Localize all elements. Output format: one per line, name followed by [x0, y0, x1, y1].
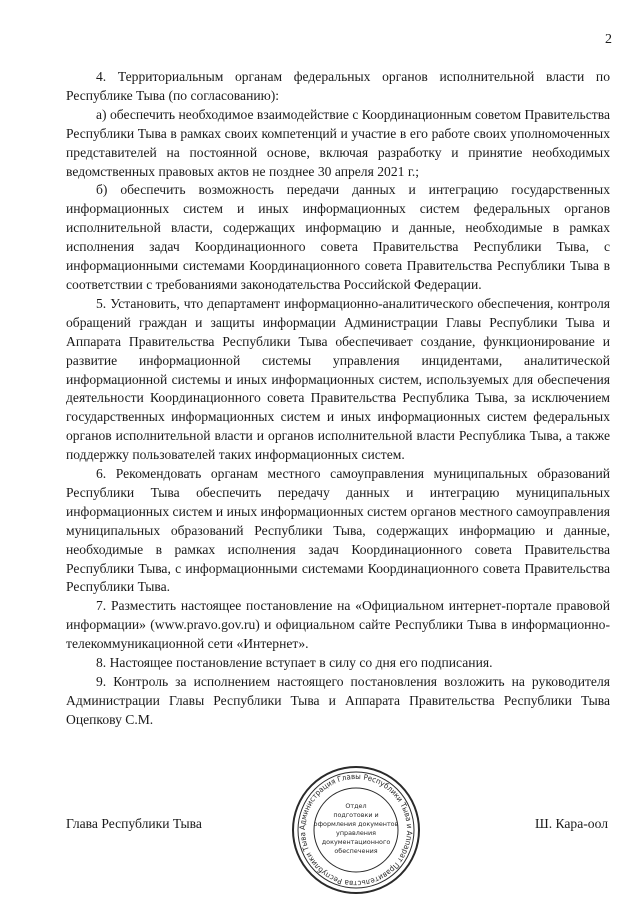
seal-center-line: Отдел [345, 802, 367, 810]
seal-graphic [290, 764, 422, 896]
seal-center-line: документационного [321, 838, 391, 846]
official-seal [290, 764, 422, 896]
document-body [66, 68, 610, 730]
paragraph-4a: а) обеспечить необходимое взаимодействие с Координационным советом Правительства Республики Тыва в рамках своих компетенций и участие в его работе своих уполномоченных представителей на постоянной основе, включая разработку и принятие необходимых ведомственных правовых актов не позднее 30 апреля 2021 г.; [66, 106, 610, 179]
paragraph-4: 4. Территориальным органам федеральных органов исполнительной власти по Республике Тыва (по согласованию): [66, 69, 610, 103]
paragraph-6: 6. Рекомендовать органам местного самоуправления муниципальных образований Республики Тыва обеспечить передачу данных и интеграцию муниципальных информационных систем и иных информационных систем органов местного самоуправления муниципальных образований Республики Тыва, содержащих информацию и данные, необходимые в рамках исполнения задач Координационного совета Правительства Республики Тыва, с информационными системами Координационного совета Правительства Республики Тыва. [66, 466, 610, 595]
paragraph-7: 7. Разместить настоящее постановление на «Официальном интернет-портале правовой информации» (www.pravo.gov.ru) и официальном сайте Республики Тыва в информационно-телекоммуникационной сети «Интернет». [66, 598, 610, 652]
seal-center-line: подготовки и [333, 811, 379, 819]
signatory-name: Ш. Кара-оол [535, 816, 608, 831]
seal-center-line: обеспечения [334, 847, 378, 855]
signatory-position: Глава Республики Тыва [66, 816, 202, 831]
seal-ring-text: Администрация Главы Республики Тыва и Аппарат Правительства Республики Тыва [297, 771, 415, 889]
paragraph-8: 8. Настоящее постановление вступает в силу со дня его подписания. [96, 655, 493, 671]
seal-center-line: управления [336, 829, 376, 837]
page-number: 2 [605, 32, 612, 47]
paragraph-5: 5. Установить, что департамент информационно-аналитического обеспечения, контроля обращений граждан и защиты информации Администрации Главы Республики Тыва и Аппарата Правительства Республики Тыва обеспечивает создание, функционирование и развитие информационной системы управления инцидентами, аналитической информационной системы и иных информационных систем, используемых для обеспечения деятельности Координационного совета Правительства Республика Тыва, за исключением государственных информационных систем и иных информационных систем федеральных органов исполнительной власти и органов исполнительной власти Республика Тыва, а также поддержку пользователей таких информационных систем. [66, 295, 610, 463]
seal-center-line: оформления документов [313, 820, 399, 828]
paragraph-9: 9. Контроль за исполнением настоящего постановления возложить на руководителя Администрации Главы Республики Тыва и Аппарата Правительства Республики Тыва Оцепкову С.М. [66, 674, 610, 727]
paragraph-4b: б) обеспечить возможность передачи данных и интеграцию государственных информационных систем и иных информационных систем федеральных органов исполнительной власти, содержащих информацию и данные, необходимые в рамках исполнения задач Координационного совета Правительства Республики Тыва, с информационными системами Координационного совета Правительства Республики Тыва в соответствии с требованиями законодательства Российской Федерации. [66, 182, 610, 292]
